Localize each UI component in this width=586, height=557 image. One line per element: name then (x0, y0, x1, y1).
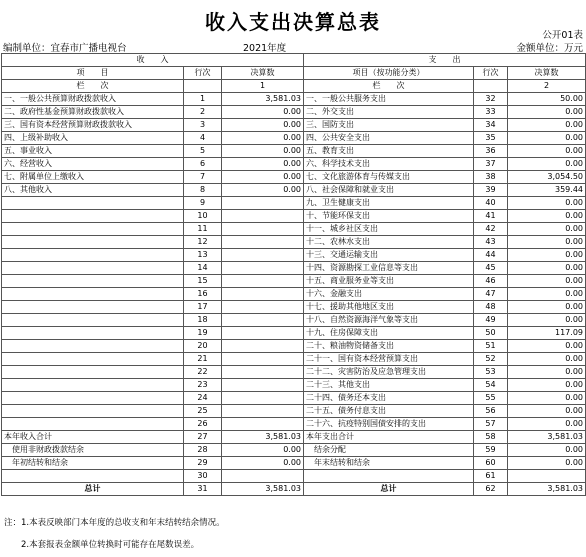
table-row (2, 392, 586, 405)
income-amount: 0.00 (222, 444, 304, 457)
expense-line-no: 60 (474, 457, 508, 470)
income-line-no: 17 (184, 301, 222, 314)
income-item (2, 236, 184, 249)
income-amount (222, 223, 304, 236)
expense-amount: 0.00 (508, 223, 586, 236)
expense-amount: 0.00 (508, 145, 586, 158)
income-item (2, 405, 184, 418)
income-item (2, 262, 184, 275)
table-row (2, 210, 586, 223)
income-col-empty (184, 80, 222, 93)
income-item (2, 353, 184, 366)
expense-amount: 0.00 (508, 392, 586, 405)
table-row (2, 366, 586, 379)
table-row (2, 158, 586, 171)
income-amount (222, 314, 304, 327)
income-item: 五、事业收入 (2, 145, 184, 158)
expense-amount: 0.00 (508, 106, 586, 119)
income-amount: 0.00 (222, 106, 304, 119)
income-amount (222, 353, 304, 366)
expense-amount: 0.00 (508, 444, 586, 457)
expense-item: 总计 (304, 483, 474, 496)
expense-col-label: 栏 次 (304, 80, 474, 93)
expense-line-no: 44 (474, 249, 508, 262)
income-item: 六、经营收入 (2, 158, 184, 171)
income-amount: 0.00 (222, 119, 304, 132)
income-amount (222, 197, 304, 210)
expense-item: 四、公共安全支出 (304, 132, 474, 145)
table-row (2, 483, 586, 496)
income-line-no: 27 (184, 431, 222, 444)
expense-line-no: 47 (474, 288, 508, 301)
income-line-no: 15 (184, 275, 222, 288)
expense-item: 十八、自然资源海洋气象等支出 (304, 314, 474, 327)
expense-amount: 0.00 (508, 457, 586, 470)
income-item (2, 249, 184, 262)
income-amount (222, 418, 304, 431)
expense-item: 二十、粮油物资储备支出 (304, 340, 474, 353)
expense-item: 年末结转和结余 (304, 457, 474, 470)
expense-header: 支 出 (304, 54, 586, 67)
expense-col-empty (474, 80, 508, 93)
report-title: 收入支出决算总表 (205, 10, 381, 34)
expense-line-no: 34 (474, 119, 508, 132)
table-row (2, 379, 586, 392)
income-line-no: 28 (184, 444, 222, 457)
income-item (2, 379, 184, 392)
income-amount (222, 405, 304, 418)
table-row (2, 431, 586, 444)
expense-line-no: 43 (474, 236, 508, 249)
expense-amount: 0.00 (508, 366, 586, 379)
expense-line-no: 59 (474, 444, 508, 457)
expense-item: 二十二、灾害防治及应急管理支出 (304, 366, 474, 379)
table-row (2, 249, 586, 262)
expense-item: 二十六、抗疫特别国债安排的支出 (304, 418, 474, 431)
expense-line-no: 58 (474, 431, 508, 444)
table-row (2, 353, 586, 366)
expense-line-no: 42 (474, 223, 508, 236)
expense-line-no: 57 (474, 418, 508, 431)
income-item (2, 392, 184, 405)
income-line-no: 2 (184, 106, 222, 119)
income-amount (222, 379, 304, 392)
expense-line-no: 35 (474, 132, 508, 145)
income-line-no: 30 (184, 470, 222, 483)
income-line-no: 12 (184, 236, 222, 249)
income-item (2, 366, 184, 379)
income-amount: 0.00 (222, 184, 304, 197)
expense-amount: 3,054.50 (508, 171, 586, 184)
table-row (2, 405, 586, 418)
table-row (2, 93, 586, 106)
income-line-no: 14 (184, 262, 222, 275)
expense-amount: 359.44 (508, 184, 586, 197)
note-1: 注：1.本表反映部门本年度的总收支和年末结转结余情况。 (4, 518, 225, 528)
table-row (2, 106, 586, 119)
table-row (2, 184, 586, 197)
table-row (2, 275, 586, 288)
income-line-no: 31 (184, 483, 222, 496)
expense-amount: 0.00 (508, 210, 586, 223)
table-row (2, 119, 586, 132)
amount-unit: 金额单位：万元 (516, 43, 583, 54)
income-amount (222, 470, 304, 483)
expense-item: 十一、城乡社区支出 (304, 223, 474, 236)
table-row (2, 132, 586, 145)
expense-amount: 0.00 (508, 262, 586, 275)
income-amount: 0.00 (222, 457, 304, 470)
income-amount-header: 决算数 (222, 67, 304, 80)
income-item: 总计 (2, 483, 184, 496)
expense-item: 本年支出合计 (304, 431, 474, 444)
expense-line-header: 行次 (474, 67, 508, 80)
expense-col-index: 2 (508, 80, 586, 93)
income-item (2, 288, 184, 301)
expense-item: 八、社会保障和就业支出 (304, 184, 474, 197)
table-row (2, 340, 586, 353)
expense-amount: 50.00 (508, 93, 586, 106)
income-line-no: 20 (184, 340, 222, 353)
income-line-no: 22 (184, 366, 222, 379)
income-amount: 0.00 (222, 145, 304, 158)
table-row (2, 236, 586, 249)
table-row (2, 444, 586, 457)
expense-line-no: 54 (474, 379, 508, 392)
income-line-no: 11 (184, 223, 222, 236)
expense-amount: 0.00 (508, 288, 586, 301)
income-line-no: 25 (184, 405, 222, 418)
income-amount (222, 392, 304, 405)
income-amount (222, 327, 304, 340)
expense-amount-header: 决算数 (508, 67, 586, 80)
table-row (2, 288, 586, 301)
expense-line-no: 53 (474, 366, 508, 379)
table-row (2, 418, 586, 431)
expense-amount: 0.00 (508, 353, 586, 366)
compiling-unit: 编制单位：宜春市广播电视台 (3, 43, 127, 54)
expense-line-no: 52 (474, 353, 508, 366)
income-amount (222, 288, 304, 301)
expense-line-no: 49 (474, 314, 508, 327)
income-line-no: 21 (184, 353, 222, 366)
expense-item: 十五、商业服务业等支出 (304, 275, 474, 288)
income-line-no: 24 (184, 392, 222, 405)
expense-item: 十六、金融支出 (304, 288, 474, 301)
expense-item: 一、一般公共服务支出 (304, 93, 474, 106)
expense-amount: 0.00 (508, 418, 586, 431)
expense-item: 九、卫生健康支出 (304, 197, 474, 210)
income-amount: 3,581.03 (222, 431, 304, 444)
income-item (2, 275, 184, 288)
income-amount (222, 340, 304, 353)
expense-amount: 0.00 (508, 405, 586, 418)
income-line-no: 6 (184, 158, 222, 171)
expense-line-no: 62 (474, 483, 508, 496)
income-line-no: 5 (184, 145, 222, 158)
income-item (2, 314, 184, 327)
income-line-no: 8 (184, 184, 222, 197)
expense-line-no: 61 (474, 470, 508, 483)
income-item (2, 197, 184, 210)
income-item: 二、政府性基金预算财政拨款收入 (2, 106, 184, 119)
expense-amount: 0.00 (508, 301, 586, 314)
expense-item: 二十三、其他支出 (304, 379, 474, 392)
table-row (2, 223, 586, 236)
income-item: 三、国有资本经营预算财政拨款收入 (2, 119, 184, 132)
income-item (2, 327, 184, 340)
table-row (2, 197, 586, 210)
expense-item: 六、科学技术支出 (304, 158, 474, 171)
income-expense-table (1, 53, 586, 496)
expense-item: 十二、农林水支出 (304, 236, 474, 249)
expense-amount: 3,581.03 (508, 483, 586, 496)
income-item (2, 470, 184, 483)
income-amount (222, 262, 304, 275)
income-line-no: 23 (184, 379, 222, 392)
expense-amount: 3,581.03 (508, 431, 586, 444)
expense-amount: 0.00 (508, 340, 586, 353)
expense-line-no: 55 (474, 392, 508, 405)
income-item: 使用非财政拨款结余 (2, 444, 184, 457)
expense-item (304, 470, 474, 483)
expense-line-no: 40 (474, 197, 508, 210)
table-row (2, 171, 586, 184)
income-item (2, 418, 184, 431)
table-row (2, 327, 586, 340)
income-amount (222, 210, 304, 223)
expense-line-no: 50 (474, 327, 508, 340)
income-amount (222, 236, 304, 249)
income-line-no: 13 (184, 249, 222, 262)
income-line-no: 7 (184, 171, 222, 184)
expense-amount: 117.09 (508, 327, 586, 340)
income-item: 本年收入合计 (2, 431, 184, 444)
expense-line-no: 48 (474, 301, 508, 314)
income-header: 收 入 (2, 54, 304, 67)
expense-item: 十九、住房保障支出 (304, 327, 474, 340)
expense-item: 二十四、债务还本支出 (304, 392, 474, 405)
income-col-label: 栏 次 (2, 80, 184, 93)
expense-line-no: 41 (474, 210, 508, 223)
income-item: 七、附属单位上缴收入 (2, 171, 184, 184)
income-item: 一、一般公共预算财政拨款收入 (2, 93, 184, 106)
expense-amount: 0.00 (508, 132, 586, 145)
expense-amount: 0.00 (508, 275, 586, 288)
income-line-no: 29 (184, 457, 222, 470)
expense-item: 七、文化旅游体育与传媒支出 (304, 171, 474, 184)
expense-line-no: 46 (474, 275, 508, 288)
income-item: 八、其他收入 (2, 184, 184, 197)
expense-amount: 0.00 (508, 158, 586, 171)
expense-item: 二十一、国有资本经营预算支出 (304, 353, 474, 366)
income-item (2, 210, 184, 223)
income-amount: 0.00 (222, 132, 304, 145)
expense-item: 十七、援助其他地区支出 (304, 301, 474, 314)
expense-line-no: 56 (474, 405, 508, 418)
income-line-no: 10 (184, 210, 222, 223)
income-amount: 3,581.03 (222, 93, 304, 106)
income-amount (222, 249, 304, 262)
expense-amount: 0.00 (508, 249, 586, 262)
income-amount (222, 275, 304, 288)
income-item (2, 301, 184, 314)
income-amount: 0.00 (222, 158, 304, 171)
expense-amount: 0.00 (508, 379, 586, 392)
income-line-no: 18 (184, 314, 222, 327)
expense-item: 十四、资源勘探工业信息等支出 (304, 262, 474, 275)
income-line-no: 4 (184, 132, 222, 145)
expense-line-no: 38 (474, 171, 508, 184)
expense-item: 十、节能环保支出 (304, 210, 474, 223)
income-item (2, 340, 184, 353)
table-row (2, 145, 586, 158)
expense-amount: 0.00 (508, 236, 586, 249)
expense-item: 二十五、债务付息支出 (304, 405, 474, 418)
table-row (2, 314, 586, 327)
table-code: 公开01表 (542, 30, 583, 41)
income-item: 四、上级补助收入 (2, 132, 184, 145)
expense-item: 三、国防支出 (304, 119, 474, 132)
income-item (2, 223, 184, 236)
income-amount: 0.00 (222, 171, 304, 184)
table-row (2, 262, 586, 275)
expense-amount: 0.00 (508, 119, 586, 132)
expense-line-no: 36 (474, 145, 508, 158)
income-line-no: 26 (184, 418, 222, 431)
expense-line-no: 33 (474, 106, 508, 119)
income-line-no: 3 (184, 119, 222, 132)
expense-amount: 0.00 (508, 197, 586, 210)
expense-item: 结余分配 (304, 444, 474, 457)
income-line-no: 1 (184, 93, 222, 106)
income-col-index: 1 (222, 80, 304, 93)
income-item: 年初结转和结余 (2, 457, 184, 470)
expense-item: 五、教育支出 (304, 145, 474, 158)
table-row (2, 470, 586, 483)
expense-item-header: 项目（按功能分类） (304, 67, 474, 80)
expense-amount: 0.00 (508, 314, 586, 327)
expense-item: 十三、交通运输支出 (304, 249, 474, 262)
expense-line-no: 51 (474, 340, 508, 353)
income-line-no: 19 (184, 327, 222, 340)
income-line-no: 9 (184, 197, 222, 210)
income-amount (222, 301, 304, 314)
expense-line-no: 37 (474, 158, 508, 171)
income-line-no: 16 (184, 288, 222, 301)
expense-item: 二、外交支出 (304, 106, 474, 119)
income-line-header: 行次 (184, 67, 222, 80)
income-amount: 3,581.03 (222, 483, 304, 496)
income-amount (222, 366, 304, 379)
fiscal-year: 2021年度 (243, 43, 287, 54)
expense-line-no: 45 (474, 262, 508, 275)
report-meta (3, 40, 583, 52)
note-2: 2.本套报表金额单位转换时可能存在尾数误差。 (4, 540, 200, 550)
expense-line-no: 39 (474, 184, 508, 197)
expense-amount (508, 470, 586, 483)
income-item-header: 项 目 (2, 67, 184, 80)
table-row (2, 301, 586, 314)
table-row (2, 457, 586, 470)
expense-line-no: 32 (474, 93, 508, 106)
